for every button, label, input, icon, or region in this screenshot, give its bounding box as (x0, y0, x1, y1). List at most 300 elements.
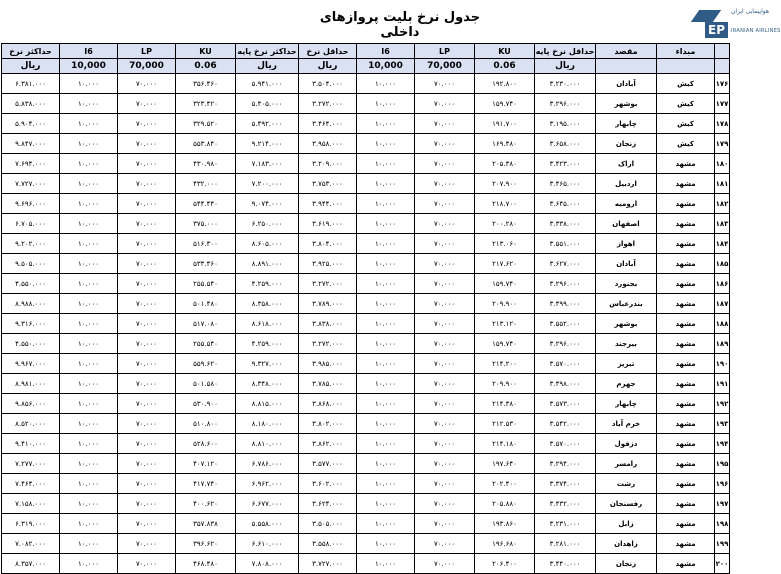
table-cell: مشهد (657, 314, 715, 334)
table-cell: ۳.۲۹۶.۰۰۰ (535, 94, 596, 114)
table-cell: ۷.۷۲۷.۰۰۰ (2, 174, 60, 194)
table-cell: ۳.۶۲۷.۰۰۰ (535, 254, 596, 274)
table-cell: خرم آباد (596, 414, 657, 434)
table-cell: ۱۰.۰۰۰ (357, 334, 415, 354)
table-cell: ۳.۲۷۲.۰۰۰ (299, 334, 357, 354)
table-cell: مشهد (657, 534, 715, 554)
table-cell: ۷۰.۰۰۰ (118, 374, 176, 394)
header-cell (715, 44, 730, 59)
table-cell: ۱۹۴ (715, 434, 730, 454)
table-cell: ۱۰.۰۰۰ (60, 174, 118, 194)
table-cell: ۳.۵۷۰.۰۰۰ (535, 434, 596, 454)
table-cell: ۶.۹۶۲.۰۰۰ (236, 474, 299, 494)
table-cell: کیش (657, 134, 715, 154)
header-cell: حداکثر نرخ پایه (236, 44, 299, 59)
table-cell: ۱۰.۰۰۰ (60, 274, 118, 294)
table-cell: ۲۵۵.۵۴۰ (176, 334, 236, 354)
table-cell: ۱۰.۰۰۰ (357, 494, 415, 514)
table-cell: ۷۰.۰۰۰ (415, 534, 475, 554)
table-cell: ۳.۹۲۵.۰۰۰ (299, 254, 357, 274)
header-unit-cell: 10,000 (60, 59, 118, 74)
table-cell: ۴.۵۵۰.۰۰۰ (2, 334, 60, 354)
table-cell: ۱۹۲.۸۰۰ (475, 74, 535, 94)
table-cell: ۴.۵۵۰.۰۰۰ (2, 274, 60, 294)
table-cell: اهواز (596, 234, 657, 254)
table-cell: ۱۰.۰۰۰ (357, 354, 415, 374)
table-cell: ۳.۸۶۲.۰۰۰ (299, 434, 357, 454)
table-cell: کیش (657, 114, 715, 134)
table-cell: ۳.۷۵۳.۰۰۰ (299, 174, 357, 194)
table-cell: مشهد (657, 354, 715, 374)
table-cell: ۲۱۸.۷۰۰ (475, 194, 535, 214)
table-cell: ۷۰.۰۰۰ (415, 154, 475, 174)
table-cell: ۳.۲۸۱.۰۰۰ (535, 534, 596, 554)
table-cell: ۱۰.۰۰۰ (60, 494, 118, 514)
table-cell: ۲۱۴.۲۰۰ (475, 354, 535, 374)
table-cell: ۱۰.۰۰۰ (60, 314, 118, 334)
table-cell: ۱۰.۰۰۰ (357, 554, 415, 574)
table-cell: مشهد (657, 434, 715, 454)
table-cell: آبادان (596, 74, 657, 94)
table-cell: ۷۰.۰۰۰ (415, 474, 475, 494)
table-cell: ۷۰.۰۰۰ (415, 434, 475, 454)
table-cell: ۱۰.۰۰۰ (60, 414, 118, 434)
table-cell: ۳.۵۴۲.۰۰۰ (535, 414, 596, 434)
table-cell: ۳.۶۴۵.۰۰۰ (535, 194, 596, 214)
table-cell: ۷۰.۰۰۰ (118, 554, 176, 574)
table-cell: ۷۰.۰۰۰ (118, 94, 176, 114)
table-cell: ۳.۴۳۲.۰۰۰ (535, 494, 596, 514)
table-cell: ۷۰.۰۰۰ (118, 214, 176, 234)
table-row (2, 314, 730, 334)
table-cell: ۶.۳۸۱.۰۰۰ (2, 74, 60, 94)
table-row (2, 294, 730, 314)
table-cell: ۳.۳۳۸.۰۰۰ (535, 214, 596, 234)
table-cell: ۵۱۶.۳۰۰ (176, 234, 236, 254)
table-cell: ۷۰.۰۰۰ (415, 234, 475, 254)
table-cell: ۱۰.۰۰۰ (357, 154, 415, 174)
table-row (2, 554, 730, 574)
table-cell: ۲۰۰ (715, 554, 730, 574)
table-row (2, 74, 730, 94)
table-cell: ۳.۵۵۸.۰۰۰ (299, 534, 357, 554)
table-cell: ۴۳۰.۹۸۰ (176, 154, 236, 174)
table-cell: ۷۰.۰۰۰ (415, 134, 475, 154)
table-cell: ۷۰.۰۰۰ (118, 274, 176, 294)
table-cell: ۳.۲۰۹.۰۰۰ (299, 154, 357, 174)
header-cell: LP (415, 44, 475, 59)
table-cell: ۱۰.۰۰۰ (357, 374, 415, 394)
table-cell: ۳.۷۸۵.۰۰۰ (299, 374, 357, 394)
table-cell: ۱۸۹ (715, 334, 730, 354)
table-cell: ۸.۳۵۸.۰۰۰ (236, 294, 299, 314)
table-cell: ۵.۹۰۴.۰۰۰ (2, 114, 60, 134)
table-cell: ۱۶۹.۴۸۰ (475, 134, 535, 154)
table-cell: مشهد (657, 254, 715, 274)
table-cell: ۱۰.۰۰۰ (60, 134, 118, 154)
table-cell: ۳.۶۰۲.۰۰۰ (299, 474, 357, 494)
table-cell: آبادان (596, 254, 657, 274)
table-cell: ۸.۱۸۰.۰۰۰ (236, 414, 299, 434)
table-cell: ۱۰.۰۰۰ (60, 554, 118, 574)
table-cell: ۷۰.۰۰۰ (118, 254, 176, 274)
table-row (2, 214, 730, 234)
table-cell: ۵.۴۰۵.۰۰۰ (236, 94, 299, 114)
table-cell: ۱۷۹ (715, 134, 730, 154)
header-row-labels (2, 44, 730, 59)
table-cell: ۷.۸۰۸.۰۰۰ (236, 554, 299, 574)
table-cell: ۱۰.۰۰۰ (357, 454, 415, 474)
header-unit-cell (715, 59, 730, 74)
table-cell: زنجان (596, 554, 657, 574)
table-cell: مشهد (657, 234, 715, 254)
table-cell: ۸.۶۰۵.۰۰۰ (236, 234, 299, 254)
table-cell: ۵۰۱.۴۸۰ (176, 294, 236, 314)
table-cell: مشهد (657, 274, 715, 294)
table-cell: ۷۰.۰۰۰ (415, 314, 475, 334)
table-cell: زاهدان (596, 534, 657, 554)
table-cell: کیش (657, 94, 715, 114)
table-cell: ۱۸۲ (715, 194, 730, 214)
table-cell: مشهد (657, 154, 715, 174)
table-cell: مشهد (657, 514, 715, 534)
table-cell: ۵۵۹.۶۲۰ (176, 354, 236, 374)
table-cell: ۳.۳۷۴.۰۰۰ (535, 474, 596, 494)
table-cell: ۵۳۳.۴۶۰ (176, 254, 236, 274)
table-cell: ۷۰.۰۰۰ (415, 214, 475, 234)
header-cell: I6 (357, 44, 415, 59)
table-cell: مشهد (657, 454, 715, 474)
table-cell: ۱۸۱ (715, 174, 730, 194)
table-cell: ۳.۲۷۲.۰۰۰ (299, 94, 357, 114)
table-cell: ۳.۴۹۸.۰۰۰ (535, 374, 596, 394)
table-cell: ۳.۹۴۴.۰۰۰ (299, 194, 357, 214)
table-row (2, 274, 730, 294)
table-cell: ارومیه (596, 194, 657, 214)
table-cell: ۱۰.۰۰۰ (60, 534, 118, 554)
table-cell: جهرم (596, 374, 657, 394)
table-cell: ۱۰.۰۰۰ (60, 514, 118, 534)
table-row (2, 114, 730, 134)
table-cell: ۹.۸۵۶.۰۰۰ (2, 394, 60, 414)
table-cell: ۱۹۳.۸۶۰ (475, 514, 535, 534)
table-cell: ۷۰.۰۰۰ (118, 174, 176, 194)
header-unit-cell: 70,000 (415, 59, 475, 74)
table-cell: اصفهان (596, 214, 657, 234)
table-cell: ۱۰.۰۰۰ (357, 94, 415, 114)
table-cell: ۱۰.۰۰۰ (60, 334, 118, 354)
table-cell: ۱۰.۰۰۰ (357, 514, 415, 534)
table-cell: ۱۷۷ (715, 94, 730, 114)
table-cell: کیش (657, 74, 715, 94)
table-cell: ۱۰.۰۰۰ (357, 194, 415, 214)
table-row (2, 374, 730, 394)
table-cell: ۷۰.۰۰۰ (118, 114, 176, 134)
table-row (2, 334, 730, 354)
table-cell: رفسنجان (596, 494, 657, 514)
table-cell: ۷۰.۰۰۰ (415, 414, 475, 434)
table-cell: ۷۰.۰۰۰ (415, 454, 475, 474)
table-cell: ۷۰.۰۰۰ (118, 194, 176, 214)
header-unit-cell: ریال (2, 59, 60, 74)
table-cell: ۲۰۵.۸۸۰ (475, 494, 535, 514)
header-unit-cell: 10,000 (357, 59, 415, 74)
table-cell: بجنورد (596, 274, 657, 294)
table-cell: ۱۰.۰۰۰ (60, 394, 118, 414)
table-cell: مشهد (657, 294, 715, 314)
header-cell: حداقل نرخ (299, 44, 357, 59)
header-unit-cell: ریال (535, 59, 596, 74)
table-row (2, 514, 730, 534)
header-row-units (2, 59, 730, 74)
fare-table (1, 43, 730, 574)
table-cell: ۲۱۷.۶۲۰ (475, 254, 535, 274)
table-cell: ۳.۵۵۲.۰۰۰ (535, 314, 596, 334)
header-unit-cell: ریال (236, 59, 299, 74)
table-cell: ۱۵۹.۷۴۰ (475, 274, 535, 294)
table-cell: ۱۰.۰۰۰ (357, 254, 415, 274)
table-cell: ۵.۸۳۸.۰۰۰ (2, 94, 60, 114)
table-row (2, 234, 730, 254)
table-cell: ۷.۱۵۸.۰۰۰ (2, 494, 60, 514)
table-cell: ۱۰.۰۰۰ (357, 414, 415, 434)
table-cell: ۱۹۵ (715, 454, 730, 474)
table-row (2, 414, 730, 434)
table-cell: اراک (596, 154, 657, 174)
table-cell: ۱۰.۰۰۰ (357, 474, 415, 494)
table-cell: ۱۰.۰۰۰ (60, 454, 118, 474)
table-cell: ۷۰.۰۰۰ (415, 114, 475, 134)
table-cell: ۳.۶۱۹.۰۰۰ (299, 214, 357, 234)
table-cell: ۳.۲۳۰.۰۰۰ (535, 74, 596, 94)
table-cell: ۱۰.۰۰۰ (60, 254, 118, 274)
table-cell: ۱۰.۰۰۰ (357, 134, 415, 154)
table-cell: ۵۰۱.۵۸۰ (176, 374, 236, 394)
table-cell: ۷.۲۰۰.۰۰۰ (236, 174, 299, 194)
table-cell: ۱۰.۰۰۰ (357, 274, 415, 294)
header-unit-cell: ریال (299, 59, 357, 74)
table-row (2, 194, 730, 214)
table-cell: ۳.۵۰۴.۰۰۰ (299, 74, 357, 94)
table-cell: ۳۷۵.۰۰۰ (176, 214, 236, 234)
table-cell: ۳.۹۵۸.۰۰۰ (299, 134, 357, 154)
table-cell: ۳.۲۷۲.۰۰۰ (299, 274, 357, 294)
table-cell: ۱۸۷ (715, 294, 730, 314)
table-cell: زابل (596, 514, 657, 534)
table-cell: ۸.۹۸۱.۰۰۰ (2, 374, 60, 394)
table-cell: ۳.۵۵۱.۰۰۰ (535, 234, 596, 254)
table-cell: ۹.۳۱۶.۰۰۰ (2, 314, 60, 334)
header-cell: KU (176, 44, 236, 59)
table-cell: ۷۰.۰۰۰ (415, 554, 475, 574)
table-cell: ۳.۶۵۸.۰۰۰ (535, 134, 596, 154)
table-cell: ۳.۲۳۱.۰۰۰ (535, 514, 596, 534)
table-cell: ۸.۶۱۸.۰۰۰ (236, 314, 299, 334)
table-row (2, 434, 730, 454)
table-cell: مشهد (657, 414, 715, 434)
table-cell: ۱۰.۰۰۰ (60, 234, 118, 254)
table-cell: ۱۹۶ (715, 474, 730, 494)
table-cell: ۳.۲۹۴.۰۰۰ (535, 454, 596, 474)
table-cell: ۳.۴۶۴.۰۰۰ (299, 114, 357, 134)
table-cell: ۱۸۰ (715, 154, 730, 174)
table-cell: ۱۰.۰۰۰ (357, 394, 415, 414)
table-cell: ۳.۸۰۲.۰۰۰ (299, 414, 357, 434)
table-cell: ۱۰.۰۰۰ (60, 474, 118, 494)
table-cell: ۸.۳۴۸.۰۰۰ (236, 374, 299, 394)
table-cell: ۸.۵۲۰.۰۰۰ (2, 414, 60, 434)
table-cell: ۱۷۶ (715, 74, 730, 94)
table-cell: بوشهر (596, 314, 657, 334)
table-cell: ۳.۴۲۳.۰۰۰ (535, 154, 596, 174)
table-cell: ۸.۸۱۰.۰۰۰ (236, 434, 299, 454)
table-cell: ۷۰.۰۰۰ (118, 514, 176, 534)
table-cell: ۷۰.۰۰۰ (118, 314, 176, 334)
table-cell: ۴.۲۵۹.۰۰۰ (236, 274, 299, 294)
table-cell: ۷۰.۰۰۰ (118, 534, 176, 554)
table-cell: ۷۰.۰۰۰ (415, 174, 475, 194)
table-cell: ۳۲۹.۵۲۰ (176, 114, 236, 134)
table-cell: مشهد (657, 214, 715, 234)
logo-brand: EP (705, 22, 728, 38)
table-cell: ۱۰.۰۰۰ (60, 94, 118, 114)
table-cell: ۷۰.۰۰۰ (118, 354, 176, 374)
table-cell: مشهد (657, 554, 715, 574)
table-cell: ۱۹۹ (715, 534, 730, 554)
table-cell: ۷۰.۰۰۰ (415, 354, 475, 374)
table-cell: ۱۸۴ (715, 234, 730, 254)
table-cell: ۳.۸۶۸.۰۰۰ (299, 394, 357, 414)
table-cell: ۳۹۶.۶۲۰ (176, 534, 236, 554)
table-cell: ۴۰۰.۶۲۰ (176, 494, 236, 514)
table-cell: ۱۰.۰۰۰ (357, 114, 415, 134)
table-cell: ۲۱۴.۳۸۰ (475, 394, 535, 414)
table-cell: ۱۰.۰۰۰ (60, 74, 118, 94)
table-cell: ۲۰۹.۹۰۰ (475, 294, 535, 314)
table-cell: ۷۰.۰۰۰ (118, 334, 176, 354)
logo-stripe (691, 10, 721, 22)
table-cell: ۱۰.۰۰۰ (60, 154, 118, 174)
table-cell: ۳.۷۸۹.۰۰۰ (299, 294, 357, 314)
table-cell: ۳.۴۴۰.۰۰۰ (535, 554, 596, 574)
table-cell: ۶.۷۸۶.۰۰۰ (236, 454, 299, 474)
table-cell: ۷۰.۰۰۰ (118, 434, 176, 454)
airline-logo (695, 4, 781, 42)
table-cell: دزفول (596, 434, 657, 454)
table-cell: ۱۹۲ (715, 394, 730, 414)
table-cell: ۷۰.۰۰۰ (118, 154, 176, 174)
table-cell: رامسر (596, 454, 657, 474)
table-cell: مشهد (657, 334, 715, 354)
table-cell: ۶.۷۰۵.۰۰۰ (2, 214, 60, 234)
header-unit-cell (657, 59, 715, 74)
table-cell: چابهار (596, 394, 657, 414)
table-cell: ۱۹۷.۶۴۰ (475, 454, 535, 474)
table-cell: ۳.۱۹۵.۰۰۰ (535, 114, 596, 134)
header-cell: مقصد (596, 44, 657, 59)
table-cell: ۱۹۸ (715, 514, 730, 534)
table-cell: ۲۱۲.۵۳۰ (475, 414, 535, 434)
table-cell: ۷.۱۸۳.۰۰۰ (236, 154, 299, 174)
table-cell: ۷۰.۰۰۰ (415, 294, 475, 314)
table-cell: ۲۰۲.۴۰۰ (475, 474, 535, 494)
table-cell: مشهد (657, 374, 715, 394)
table-cell: ۷۰.۰۰۰ (415, 274, 475, 294)
table-cell: ۹.۵۰۵.۰۰۰ (2, 254, 60, 274)
table-cell: ۲۰۶.۴۰۰ (475, 554, 535, 574)
table-cell: ۹.۳۲۷.۰۰۰ (236, 354, 299, 374)
table-cell: ۷۰.۰۰۰ (118, 414, 176, 434)
header-cell: KU (475, 44, 535, 59)
table-cell: زنجان (596, 134, 657, 154)
table-cell: ۳.۵۰۵.۰۰۰ (299, 514, 357, 534)
table-cell: ۷۰.۰۰۰ (415, 94, 475, 114)
table-cell: ۳.۷۲۷.۰۰۰ (299, 554, 357, 574)
header-cell: حداقل نرخ پایه (535, 44, 596, 59)
table-cell: ۱۰.۰۰۰ (357, 74, 415, 94)
table-cell: ۳.۸۰۴.۰۰۰ (299, 234, 357, 254)
table-cell: مشهد (657, 194, 715, 214)
table-cell: ۷۰.۰۰۰ (415, 394, 475, 414)
table-cell: ۱۸۵ (715, 254, 730, 274)
table-cell: ۵.۹۴۱.۰۰۰ (236, 74, 299, 94)
table-cell: ۹.۹۶۷.۰۰۰ (2, 354, 60, 374)
header-cell: LP (118, 44, 176, 59)
table-cell: ۱۰.۰۰۰ (60, 194, 118, 214)
table-cell: ۹.۲۱۴.۰۰۰ (236, 134, 299, 154)
table-cell: ۵۳۰.۹۰۰ (176, 394, 236, 414)
table-cell: ۹.۴۱۰.۰۰۰ (2, 434, 60, 454)
header-unit-cell: 0.06 (176, 59, 236, 74)
table-cell: ۳.۲۹۶.۰۰۰ (535, 334, 596, 354)
table-cell: ۱۰.۰۰۰ (357, 434, 415, 454)
table-cell: ۹.۸۴۷.۰۰۰ (2, 134, 60, 154)
table-cell: ۷.۰۸۲.۰۰۰ (2, 534, 60, 554)
table-cell: ۱۹۱.۷۰۰ (475, 114, 535, 134)
table-cell: ۷۰.۰۰۰ (118, 474, 176, 494)
table-cell: ۴۱۷.۷۴۰ (176, 474, 236, 494)
table-cell: ۵.۴۹۲.۰۰۰ (236, 114, 299, 134)
table-cell: ۳.۸۳۸.۰۰۰ (299, 314, 357, 334)
table-row (2, 534, 730, 554)
table-cell: ۷۰.۰۰۰ (118, 134, 176, 154)
table-cell: ۳.۹۸۵.۰۰۰ (299, 354, 357, 374)
header-unit-cell (596, 59, 657, 74)
table-row (2, 254, 730, 274)
table-cell: ۱۹۷ (715, 494, 730, 514)
table-cell: ۵.۵۵۸.۰۰۰ (236, 514, 299, 534)
table-row (2, 474, 730, 494)
header-cell: حداکثر نرخ (2, 44, 60, 59)
table-cell: ۳۵۶.۴۶۰ (176, 74, 236, 94)
table-cell: اردبیل (596, 174, 657, 194)
table-cell: ۷۰.۰۰۰ (118, 494, 176, 514)
table-cell: ۷۰.۰۰۰ (118, 234, 176, 254)
table-cell: رشت (596, 474, 657, 494)
header-unit-cell: 0.06 (475, 59, 535, 74)
table-row (2, 354, 730, 374)
table-cell: ۵۵۳.۸۴۰ (176, 134, 236, 154)
table-cell: ۴.۲۵۹.۰۰۰ (236, 334, 299, 354)
table-cell: ۱۰.۰۰۰ (357, 234, 415, 254)
table-cell: ۱۸۸ (715, 314, 730, 334)
table-cell: ۲۱۴.۱۸۰ (475, 434, 535, 454)
table-cell: مشهد (657, 174, 715, 194)
table-cell: ۵۱۰.۸۰۰ (176, 414, 236, 434)
table-cell: مشهد (657, 394, 715, 414)
table-row (2, 154, 730, 174)
table-cell: چابهار (596, 114, 657, 134)
